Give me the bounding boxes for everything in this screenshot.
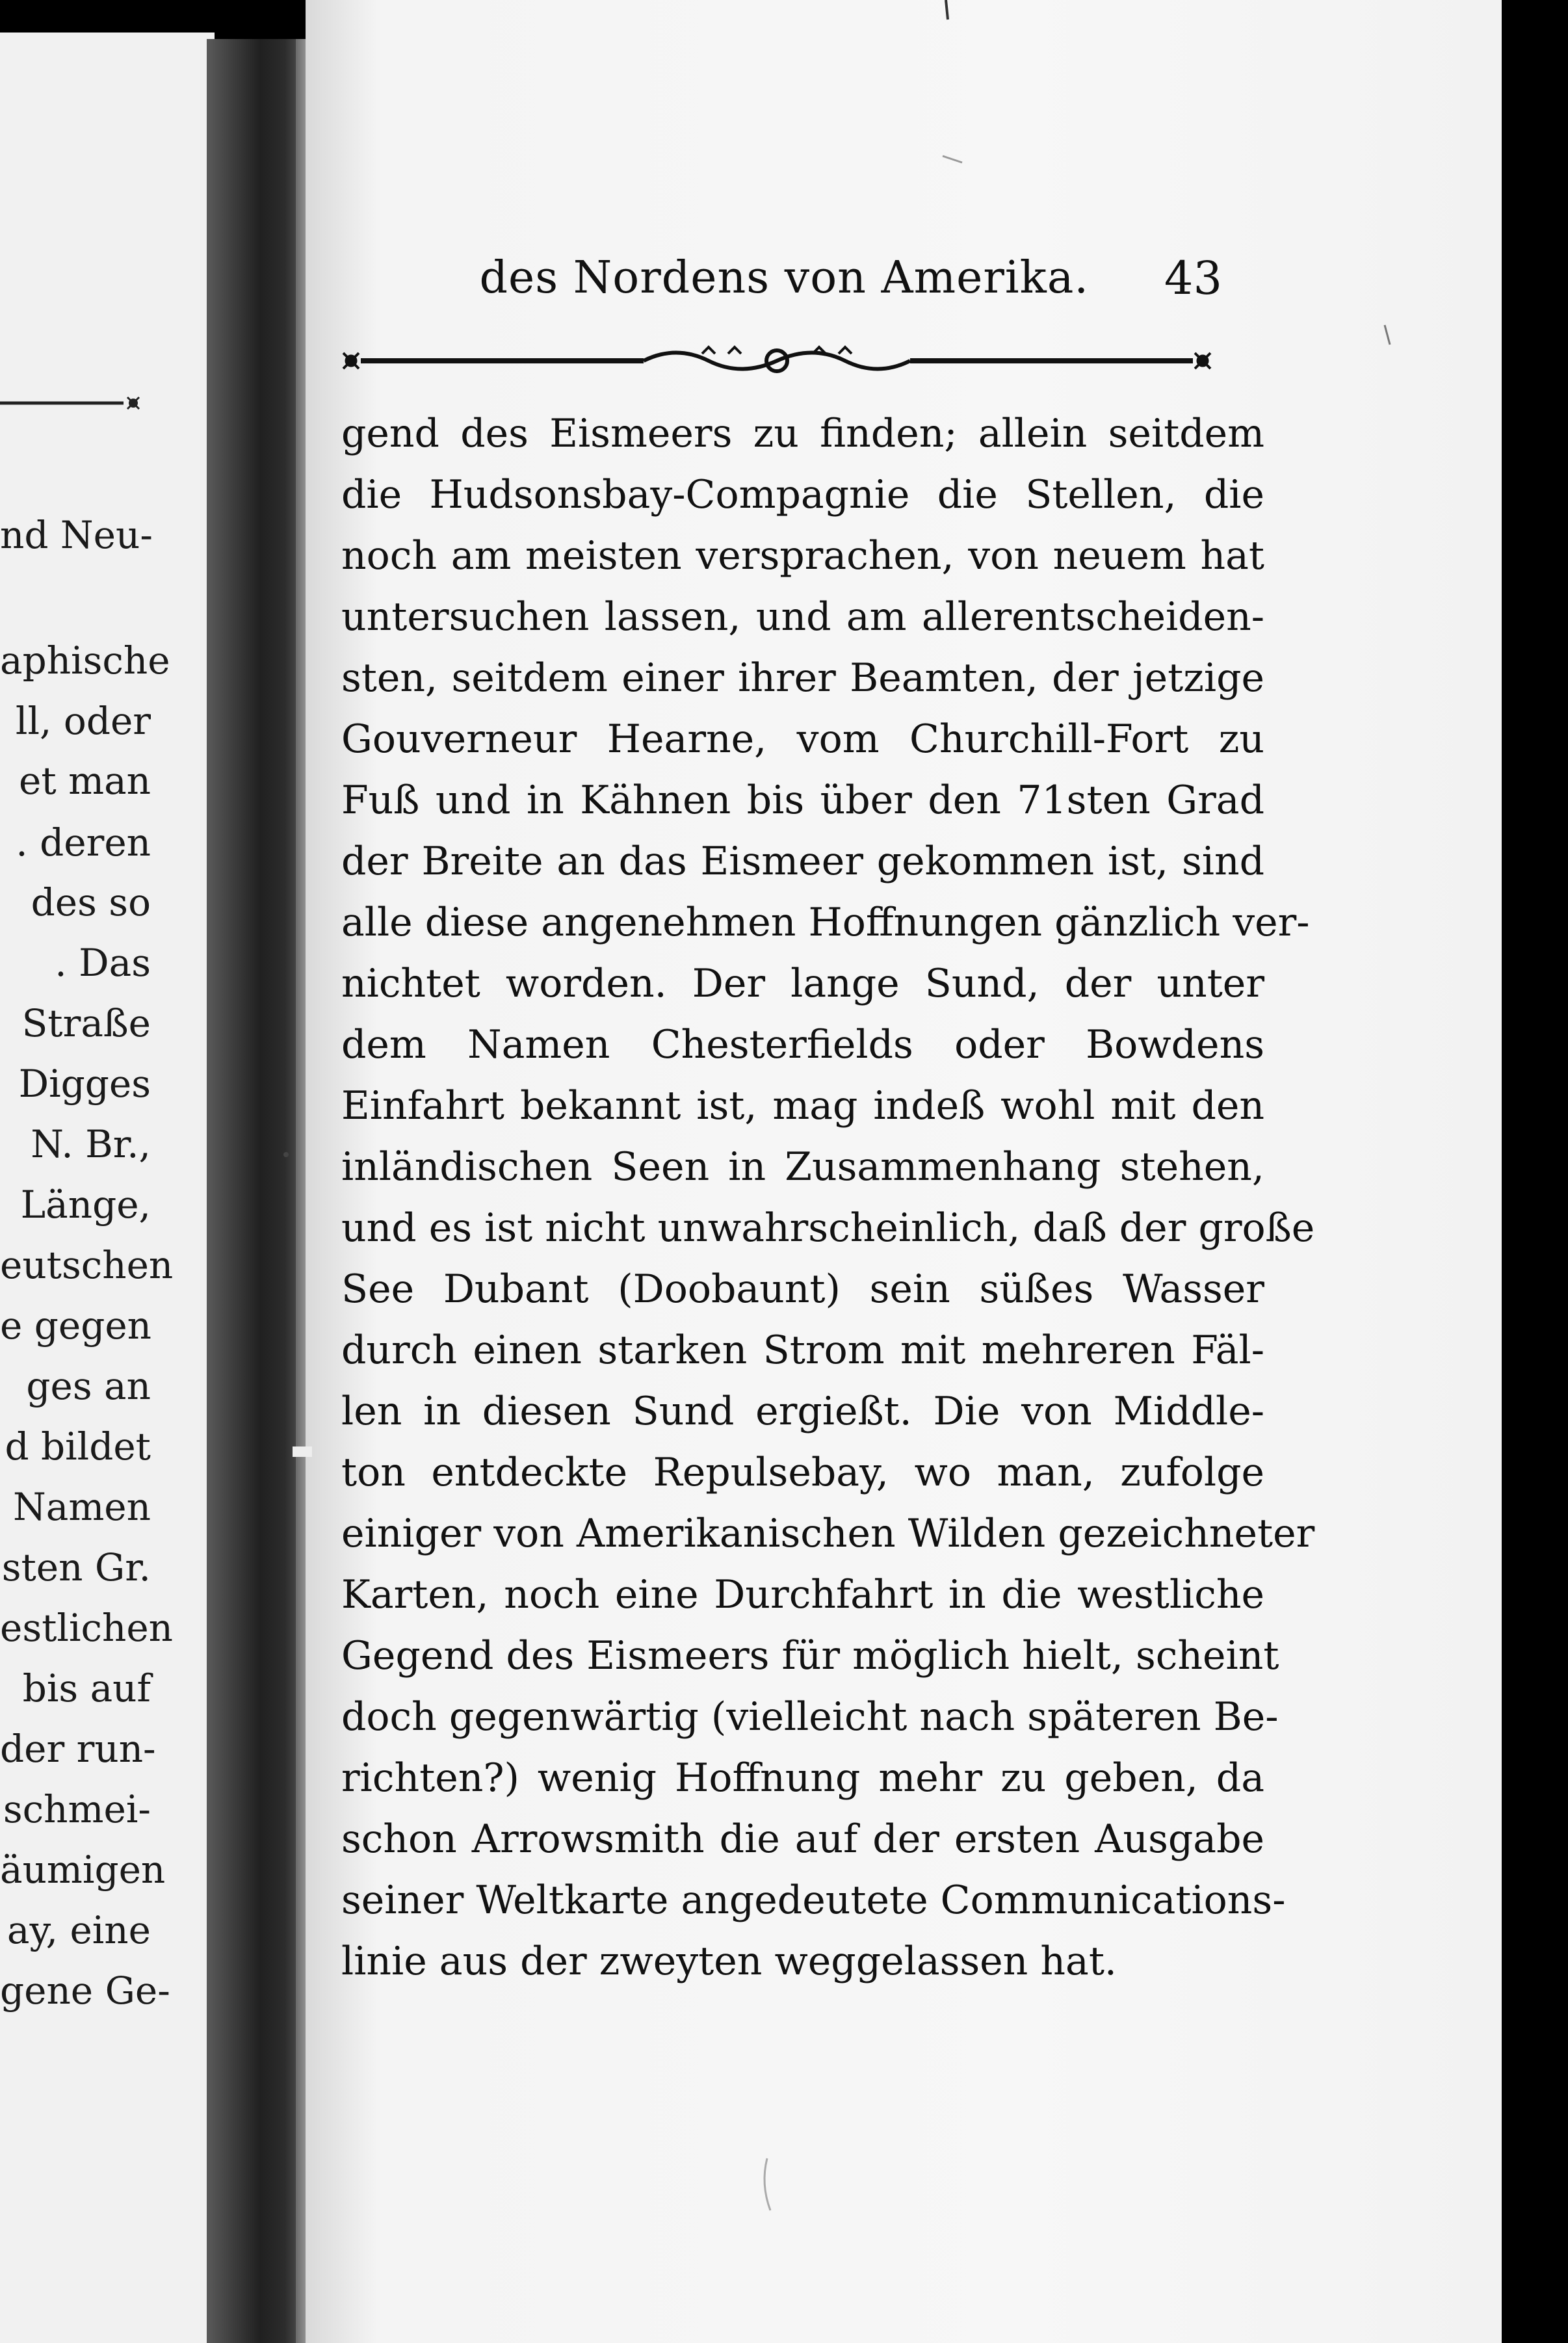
left-fragment-line: bis auf [22, 1666, 151, 1710]
body-line: und es ist nicht unwahrscheinlich, daß der große [341, 1205, 1315, 1251]
left-page-ornament-rule [0, 393, 146, 413]
book-gutter-shadow [207, 39, 304, 2343]
body-line: Gegend des Eismeers für möglich hielt, scheint [341, 1633, 1279, 1679]
left-fragment-line: der run- [0, 1727, 156, 1771]
left-page [0, 33, 215, 2343]
left-fragment-line: e gegen [0, 1303, 152, 1348]
body-line: doch gegenwärtig (vielleicht nach späteren Be- [341, 1694, 1279, 1740]
left-fragment-line: schmei- [3, 1787, 151, 1831]
left-fragment-line: . deren [16, 820, 151, 865]
scan-border [1502, 0, 1568, 2343]
page-number: 43 [1164, 252, 1222, 305]
body-line: noch am meisten versprachen, von neuem hat [341, 533, 1264, 579]
left-fragment-line: aphische [0, 638, 170, 683]
body-line: inländischen Seen in Zusammenhang stehen, [341, 1144, 1264, 1190]
body-line: durch einen starken Strom mit mehreren Fäl- [341, 1328, 1264, 1373]
left-fragment-line: Namen [12, 1485, 151, 1529]
body-line: nichtet worden. Der lange Sund, der unter [341, 961, 1264, 1006]
body-line: Einfahrt bekannt ist, mag indeß wohl mit den [341, 1083, 1264, 1129]
body-line: gend des Eismeers zu finden; allein seitdem [341, 411, 1264, 456]
body-line: dem Namen Chesterfields oder Bowdens [341, 1022, 1264, 1067]
body-line: alle diese angenehmen Hoffnungen gänzlich ver- [341, 900, 1310, 945]
body-line: seiner Weltkarte angedeutete Communications- [341, 1878, 1286, 1923]
left-fragment-line: Länge, [20, 1183, 151, 1227]
left-fragment-line: estlichen [0, 1606, 174, 1650]
left-fragment-line: gene Ge- [0, 1969, 170, 2013]
running-head: des Nordens von Amerika. [479, 252, 1089, 304]
ornament-rule [338, 338, 1216, 384]
body-line: Fuß und in Kähnen bis über den 71sten Grad [341, 778, 1264, 823]
body-line: schon Arrowsmith die auf der ersten Ausgabe [341, 1816, 1264, 1862]
left-fragment-line: Straße [21, 1001, 151, 1045]
body-line: Gouverneur Hearne, vom Churchill-Fort zu [341, 716, 1264, 762]
body-line: len in diesen Sund ergießt. Die von Middle- [341, 1389, 1264, 1434]
left-fragment-line: . Das [55, 941, 151, 985]
left-fragment-line: d bildet [5, 1424, 151, 1469]
left-fragment-line: et man [19, 759, 151, 803]
body-line: einiger von Amerikanischen Wilden gezeichneter [341, 1511, 1315, 1556]
left-fragment-line: äumigen [0, 1848, 166, 1892]
left-fragment-line: nd Neu- [0, 513, 153, 557]
body-line: die Hudsonsbay-Compagnie die Stellen, die [341, 472, 1264, 517]
body-line: der Breite an das Eismeer gekommen ist, sind [341, 839, 1264, 884]
left-fragment-line: ay, eine [7, 1908, 151, 1952]
left-fragment-line: eutschen [0, 1243, 174, 1287]
body-line: See Dubant (Doobaunt) sein süßes Wasser [341, 1266, 1264, 1312]
left-fragment-line: sten Gr. [1, 1545, 151, 1590]
body-line: ton entdeckte Repulsebay, wo man, zufolge [341, 1450, 1264, 1495]
body-line: Karten, noch eine Durchfahrt in die westliche [341, 1572, 1264, 1617]
body-line: sten, seitdem einer ihrer Beamten, der jetzige [341, 655, 1264, 701]
body-line: richten?) wenig Hoffnung mehr zu geben, da [341, 1755, 1264, 1801]
left-fragment-line: Digges [18, 1062, 151, 1106]
body-line: untersuchen lassen, und am allerentscheiden- [341, 594, 1264, 640]
left-fragment-line: ll, oder [15, 699, 151, 743]
left-fragment-line: des so [31, 880, 151, 924]
left-fragment-line: ges an [26, 1364, 151, 1408]
body-line: linie aus der zweyten weggelassen hat. [341, 1939, 1117, 1984]
left-fragment-line: N. Br., [31, 1122, 151, 1166]
